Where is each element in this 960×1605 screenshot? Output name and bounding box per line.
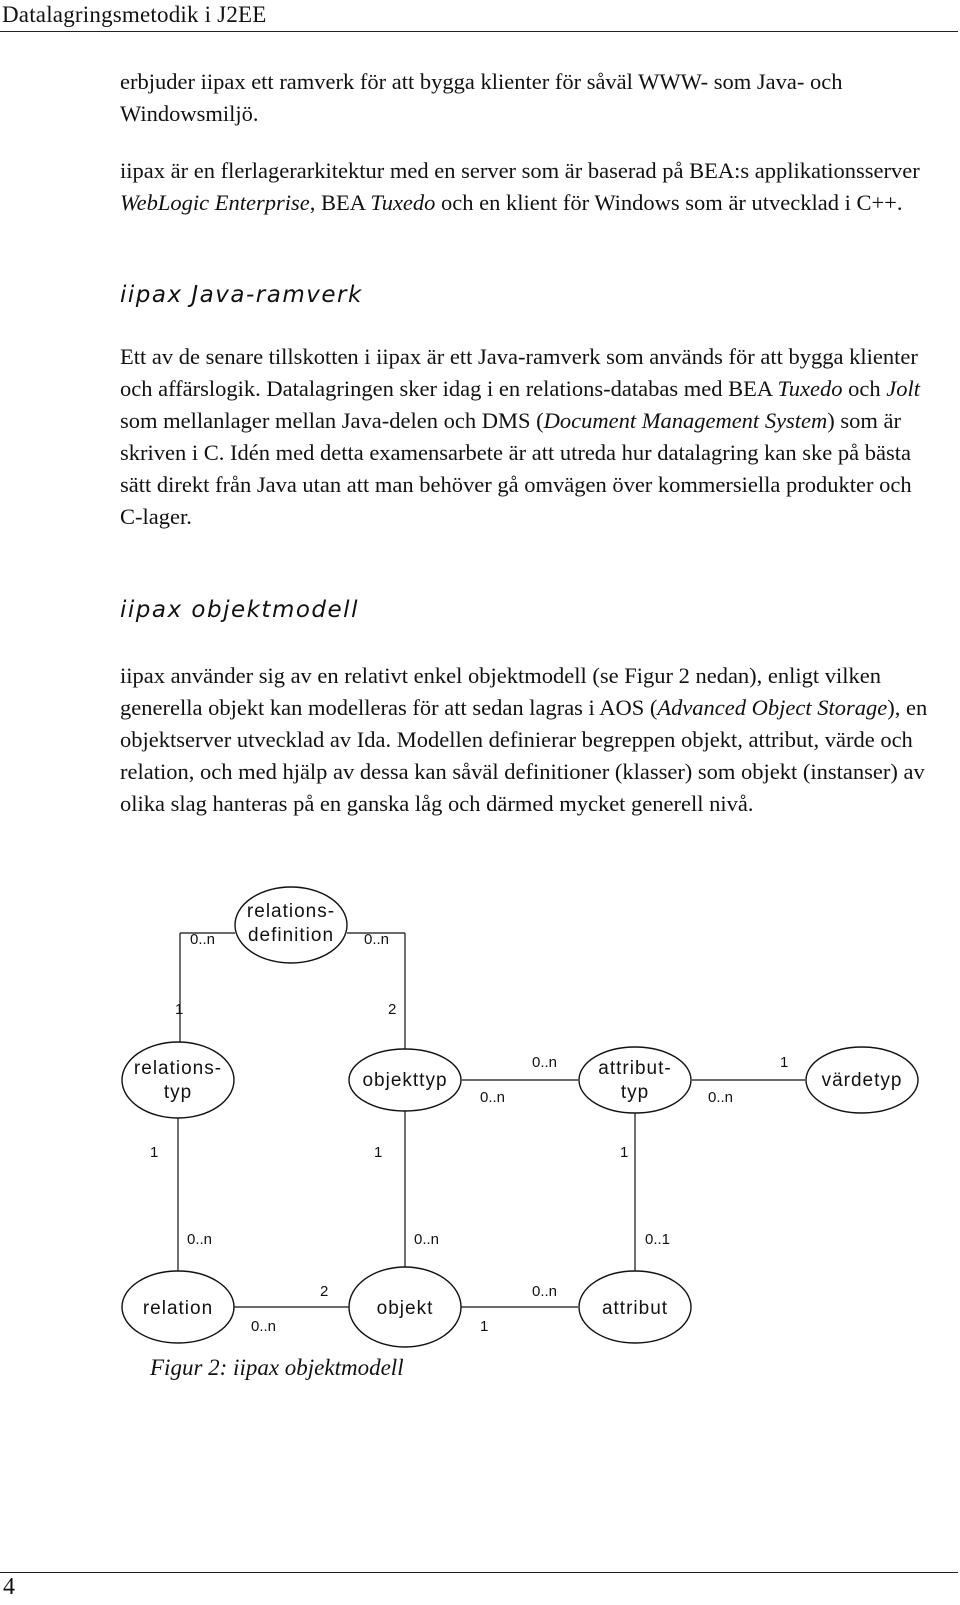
paragraph-objektmodell [120,660,935,820]
cardinality-label: 1 [150,1144,159,1161]
text-run-italic: Tuxedo [370,190,436,215]
cardinality-label: 1 [620,1144,629,1161]
label-relationsdefinition-2: definition [247,925,335,946]
figure-caption: Figur 2: iipax objektmodell [150,1355,404,1380]
cardinality-label: 0..n [251,1318,277,1335]
paragraph-java-ramverk [120,341,935,533]
text-run: iipax är en flerlagerarkitektur med en server som är baserad på BEA:s applikationsserver [120,158,920,183]
label-objekttyp: objekttyp [362,1070,448,1091]
cardinality-label: 0..n [532,1283,558,1300]
section-heading-java-ramverk: iipax Java-ramverk [120,282,363,308]
label-attribut: attribut [601,1298,669,1319]
label-relationsdefinition-1: relations- [246,901,336,922]
cardinality-label: 0..n [708,1089,734,1106]
text-run: Ett av de senare tillskotten i iipax är ett Java-ramverk som används för att bygga klienter och affärslogik. Datalagringen sker idag i en relations-databas med BEA [120,344,918,401]
cardinality-label: 0..n [187,1231,213,1248]
cardinality-label: 2 [388,1001,397,1018]
cardinality-label: 0..n [414,1231,440,1248]
cardinality-label: 1 [374,1144,383,1161]
cardinality-label: 1 [175,1001,184,1018]
text-run-italic: Advanced Object Storage [657,695,888,720]
text-run-italic: Jolt [886,376,920,401]
page-number: 4 [3,1574,15,1600]
text-run: och en klient för Windows som är utvecklad i C++. [435,190,903,215]
text-run: iipax använder sig av en relativt enkel objektmodell (se Figur 2 nedan), enligt vilken generella objekt kan modelleras för att sedan lagras i AOS ( [120,663,882,720]
diagram-connectors [178,933,805,1307]
label-relationstyp-2: typ [163,1082,193,1103]
text-run: ), en objektserver utvecklad av Ida. Modellen definierar begreppen objekt, attribut, värde och relation, och med hjälp av dessa kan såväl definitioner (klasser) som objekt (instanser) av olika slag hanteras på en ganska låg och därmed mycket generell nivå. [120,695,928,816]
text-run-italic: Tuxedo [777,376,843,401]
cardinality-label: 1 [480,1318,489,1335]
label-relation: relation [142,1298,214,1319]
label-vardetyp: värdetyp [821,1070,903,1091]
paragraph-architecture [120,155,935,219]
label-relationstyp-1: relations- [133,1058,223,1079]
text-run: och [842,376,887,401]
cardinality-label: 2 [320,1283,329,1300]
footer-divider [0,1572,958,1573]
entity-labels [134,901,903,1319]
entity-attributtyp [579,1047,691,1113]
cardinality-label: 0..1 [645,1231,671,1248]
text-run: som mellanlager mellan Java-delen och DMS ( [120,408,544,433]
cardinality-label: 0..n [190,931,216,948]
label-objekt: objekt [376,1298,434,1319]
cardinality-label: 0..n [480,1089,506,1106]
page-header [0,0,958,32]
label-attributtyp-1: attribut- [598,1058,672,1079]
section-heading-objektmodell: iipax objektmodell [120,597,359,623]
cardinality-labels [150,931,788,1335]
document-title: Datalagringsmetodik i J2EE [2,2,267,27]
text-run-italic: WebLogic Enterprise [120,190,310,215]
entity-relationstyp [122,1042,234,1118]
cardinality-label: 1 [780,1054,789,1071]
cardinality-label: 0..n [364,931,390,948]
object-model-diagram [0,880,960,1350]
text-run: ) som är skriven i C. Idén med detta examensarbete är att utreda hur datalagring kan ske på bästa sätt direkt från Java utan att man behöver gå omvägen över kommersiella produkter och C-lager. [120,408,912,529]
text-run: , BEA [309,190,371,215]
cardinality-label: 0..n [532,1054,558,1071]
text-run-italic: Document Management System [543,408,828,433]
diagram-entities [122,887,918,1347]
label-attributtyp-2: typ [620,1082,650,1103]
paragraph-intro: erbjuder iipax ett ramverk för att bygga klienter för såväl WWW- som Java- och Windowsmiljö. [120,69,843,126]
